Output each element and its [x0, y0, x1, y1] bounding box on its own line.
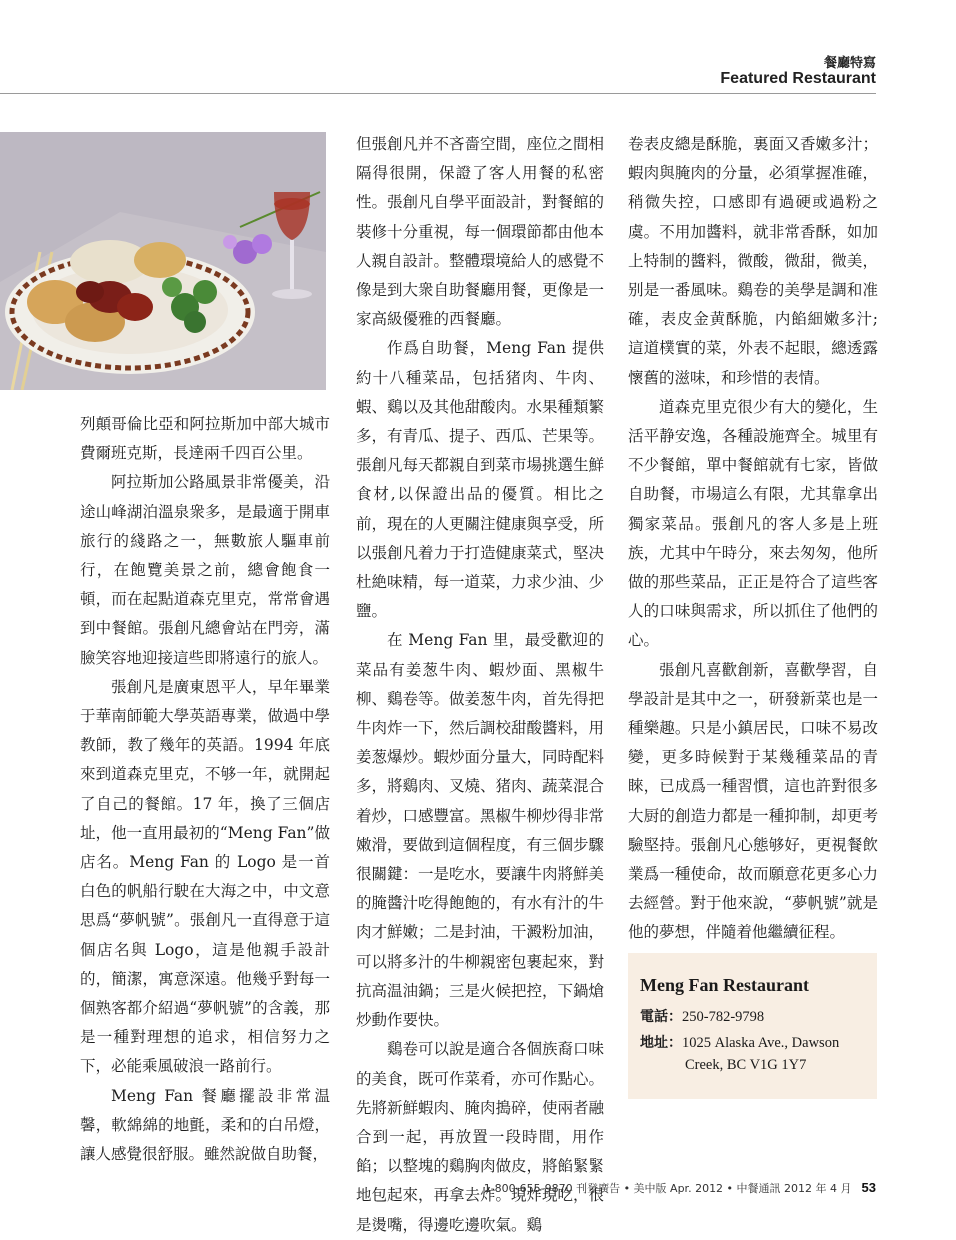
paragraph: 鷄卷可以說是適合各個族裔口味的美食，既可作菜肴，亦可作點心。先將新鮮蝦肉、腌肉搗碎，使兩者融合到一起，再放置一段時間，用作餡；以整塊的鷄胸肉做皮，將餡緊緊地包起來，再拿去炸。現炸現吃，很是燙嘴，得邊吃邊吹氣。鷄	[356, 1040, 605, 1234]
paragraph: 在 Meng Fan 里，最受歡迎的菜品有姜葱牛肉、蝦炒面、黑椒牛柳、鷄卷等。做姜葱牛肉，首先得把牛肉炸一下，然后調校甜酸醬料，用姜葱爆炒。蝦炒面分量大，同時配料多，將鷄肉、叉燒、猪肉、蔬菜混合着炒，口感豐富。黑椒牛柳炒得非常嫩滑，要做到這個程度，有三個步驟很關鍵：一是吃水，要讓牛肉將鮮美的腌醬汁吃得飽飽的，有水有汁的牛肉才鮮嫩；二是封油，干澱粉加油，可以將多汁的牛柳親密包裹起來，對抗高温油鍋；三是火候把控，下鍋熗炒動作要快。	[356, 631, 605, 1030]
phone-number: 250-782-9798	[682, 1009, 765, 1025]
footer-text: 1-800-655-9870 刊登廣告 • 美中版 Apr. 2012 • 中餐通訊 2012 年 4 月	[483, 1182, 852, 1195]
header-section-zh: 餐廳特寫	[823, 56, 876, 71]
page-number: 53	[861, 1180, 876, 1195]
paragraph: 阿拉斯加公路風景非常優美，沿途山峰湖泊溫泉衆多，是最適于開車旅行的綫路之一，無數旅人驅車前行，在飽覽美景之前，總會飽食一頓，而在起點道森克里克，常常會遇到中餐館。張創凡總會站在門旁，滿臉笑容地迎接這些即將遠行的旅人。	[80, 473, 330, 667]
address-line	[640, 1032, 839, 1052]
paragraph: 張創凡喜歡創新，喜歡學習，自學設計是其中之一，研發新菜也是一種樂趣。只是小鎮居民，口味不易改變，更多時候對于某幾種菜品的青睞，已成爲一種習慣，這也許對很多大厨的創造力都是一種抑制，却更考驗堅持。張創凡心態够好，更視餐飲業爲一種使命，故而願意花更多心力去經營。對于他來說，“夢帆號”就是他的夢想，伴隨着他繼續征程。	[628, 660, 878, 942]
restaurant-info-box	[628, 953, 877, 1099]
paragraph: 張創凡是廣東恩平人，早年畢業于華南師範大學英語專業，做過中學教師，教了幾年的英語。1994 年底來到道森克里克，不够一年，就開起了自己的餐館。17 年，換了三個店址，他一直用最初的“Meng Fan”做店名。Meng Fan 的 Logo 是一首白色的帆船行駛在大海之中，中文意思爲“夢帆號”。張創凡一直得意于這個店名與 Logo，這是他親手設計的，簡潔，寓意深遠。他幾乎對每一個熟客都介紹過“夢帆號”的含義，那是一種對理想的追求，相信努力之下，必能乘風破浪一路前行。	[80, 677, 330, 1076]
address-label: 地址：	[640, 1035, 682, 1051]
phone-label: 電話：	[640, 1009, 682, 1025]
paragraph: 列顛哥倫比亞和阿拉斯加中部大城市費爾班克斯，長達兩千四百公里。	[80, 415, 330, 463]
header-rule	[0, 93, 876, 94]
restaurant-name: Meng Fan Restaurant	[640, 975, 809, 995]
paragraph: Meng Fan 餐廳擺設非常温馨，軟綿綿的地氈，柔和的白吊燈，讓人感覺很舒服。雖然說做自助餐，	[80, 1086, 330, 1164]
paragraph: 但張創凡并不吝嗇空間，座位之間相隔得很開，保證了客人用餐的私密性。張創凡自學平面設計，對餐館的裝修十分重視，每一個環節都由他本人親自設計。整體環境給人的感覺不像是到大衆自助餐廳用餐，更像是一家高級優雅的西餐廳。	[356, 135, 605, 329]
food-photo	[0, 132, 326, 390]
header-section-en: Featured Restaurant	[720, 70, 876, 87]
article-column-2	[356, 130, 604, 1240]
article-column-3	[628, 130, 878, 948]
paragraph: 卷表皮總是酥脆，裏面又香嫩多汁；蝦肉與腌肉的分量，必須掌握准確，稍微失控，口感即有過硬或過粉之虞。不用加醬料，就非常香酥，如加上特制的醬料，微酸，微甜，微美，别是一番風味。鷄卷的美學是調和准確，表皮金黄酥脆，内餡細嫩多汁;這道樸實的菜，外表不起眼，總透露懷舊的滋味，和珍惜的表情。	[628, 135, 878, 387]
address-line-1: 1025 Alaska Ave., Dawson	[682, 1035, 840, 1051]
food-photo-illustration	[0, 132, 326, 390]
article-column-1	[80, 410, 330, 1169]
paragraph: 作爲自助餐，Meng Fan 提供約十八種菜品，包括猪肉、牛肉、蝦、鷄以及其他甜酸肉。水果種類繁多，有青瓜、提子、西瓜、芒果等。張創凡每天都親自到菜市場挑選生鮮食材,以保證出品的優質。相比之前，現在的人更關注健康與享受，所以張創凡着力于打造健康菜式，堅决杜絶味精，每一道菜，力求少油、少鹽。	[356, 339, 605, 621]
paragraph: 道森克里克很少有大的變化，生活平静安逸，各種設施齊全。城里有不少餐館，單中餐館就有七家，皆做自助餐，市場這么有限，尤其靠拿出獨家菜品。張創凡的客人多是上班族，尤其中午時分，來去匆匆，他所做的那些菜品，正正是符合了這些客人的口味與需求，所以抓住了他們的心。	[628, 397, 878, 650]
address-line-2: Creek, BC V1G 1Y7	[685, 1057, 807, 1073]
phone-line	[640, 1006, 764, 1026]
page-footer	[484, 1180, 876, 1196]
